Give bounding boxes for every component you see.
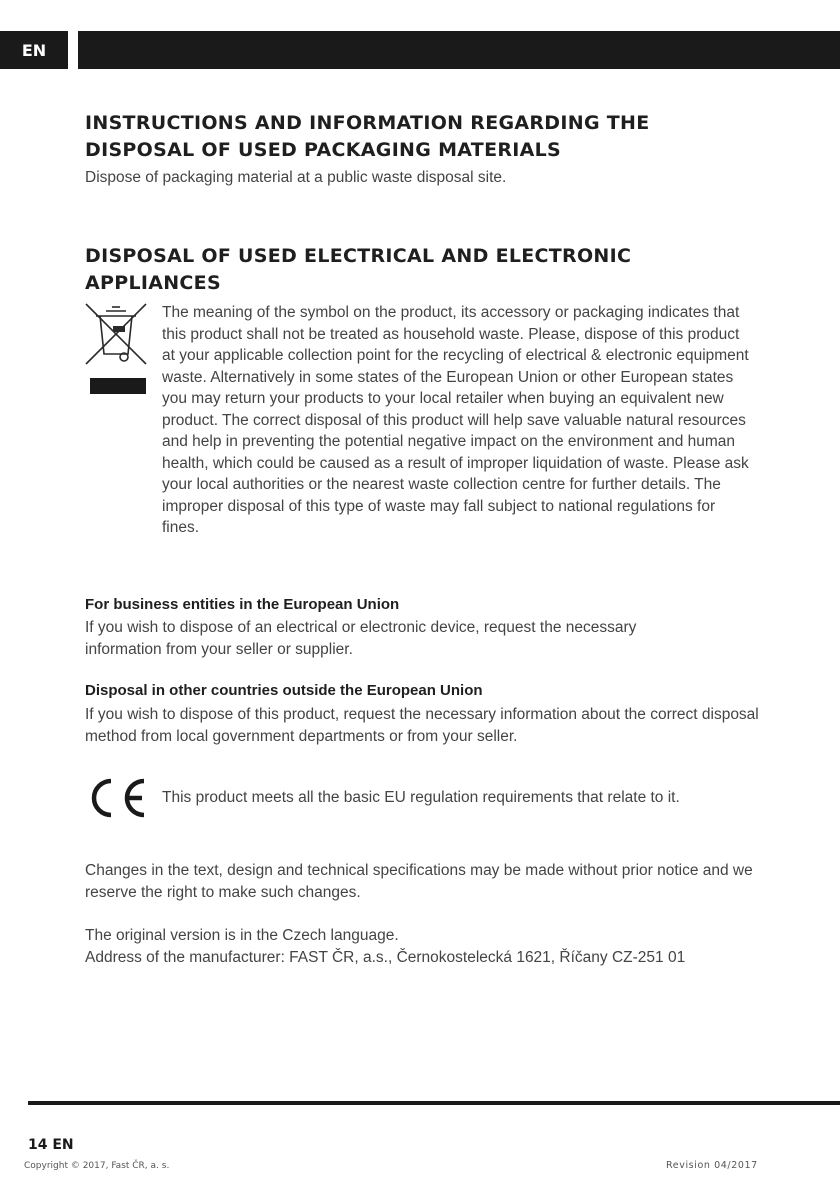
outside-eu-heading: Disposal in other countries outside the European Union bbox=[85, 682, 483, 699]
changes-notice: Changes in the text, design and technical specifications may be made without prior notice and we reserve the right to make such changes. bbox=[85, 862, 753, 901]
ce-text: This product meets all the basic EU regulation requirements that relate to it. bbox=[162, 789, 680, 806]
copyright: Copyright © 2017, Fast ČR, a. s. bbox=[24, 1161, 170, 1171]
page-number: 14 EN bbox=[28, 1137, 74, 1153]
packaging-heading bbox=[85, 110, 765, 164]
weee-heading bbox=[85, 243, 765, 297]
weee-heading-line2: APPLIANCES bbox=[85, 272, 221, 294]
ce-mark-icon bbox=[86, 777, 148, 819]
footer-rule bbox=[28, 1101, 840, 1105]
packaging-heading-line1: INSTRUCTIONS AND INFORMATION REGARDING THE bbox=[85, 112, 650, 134]
weee-heading-line1: DISPOSAL OF USED ELECTRICAL AND ELECTRONIC bbox=[85, 245, 632, 267]
revision: Revision 04/2017 bbox=[666, 1160, 758, 1171]
crossed-out-wheeled-bin-icon bbox=[84, 302, 148, 394]
header-bar-fill bbox=[78, 31, 840, 69]
packaging-text: Dispose of packaging material at a public waste disposal site. bbox=[85, 169, 507, 186]
language-tab: EN bbox=[0, 31, 68, 69]
manufacturer-address: Address of the manufacturer: FAST ČR, a.s., Černokostelecká 1621, Říčany CZ-251 01 bbox=[85, 949, 686, 966]
original-language-note: The original version is in the Czech language. bbox=[85, 927, 399, 944]
weee-text: The meaning of the symbol on the product, its accessory or packaging indicates that this product shall not be treated as household waste. Please, dispose of this product at your applicable collection point for the recycling of electrical & electronic equipment waste. Alternatively in some states of the European Union or other European states you may return your products to your local retailer when buying an equivalent new product. The correct disposal of this product will help save valuable natural resources and help in preventing the potential negative impact on the environment and human health, which could be caused as a result of improper liquidation of waste. Please ask your local authorities or the nearest waste collection centre for further details. The improper disposal of this type of waste may fall subject to national regulations for fines. bbox=[162, 304, 749, 536]
outside-eu-text: If you wish to dispose of this product, request the necessary information about the correct disposal method from local government departments or from your seller. bbox=[85, 706, 759, 745]
top-header-bar bbox=[0, 31, 840, 69]
business-heading: For business entities in the European Union bbox=[85, 596, 400, 613]
business-text: If you wish to dispose of an electrical or electronic device, request the necessary information from your seller or supplier. bbox=[85, 619, 637, 658]
packaging-heading-line2: DISPOSAL OF USED PACKAGING MATERIALS bbox=[85, 139, 562, 161]
